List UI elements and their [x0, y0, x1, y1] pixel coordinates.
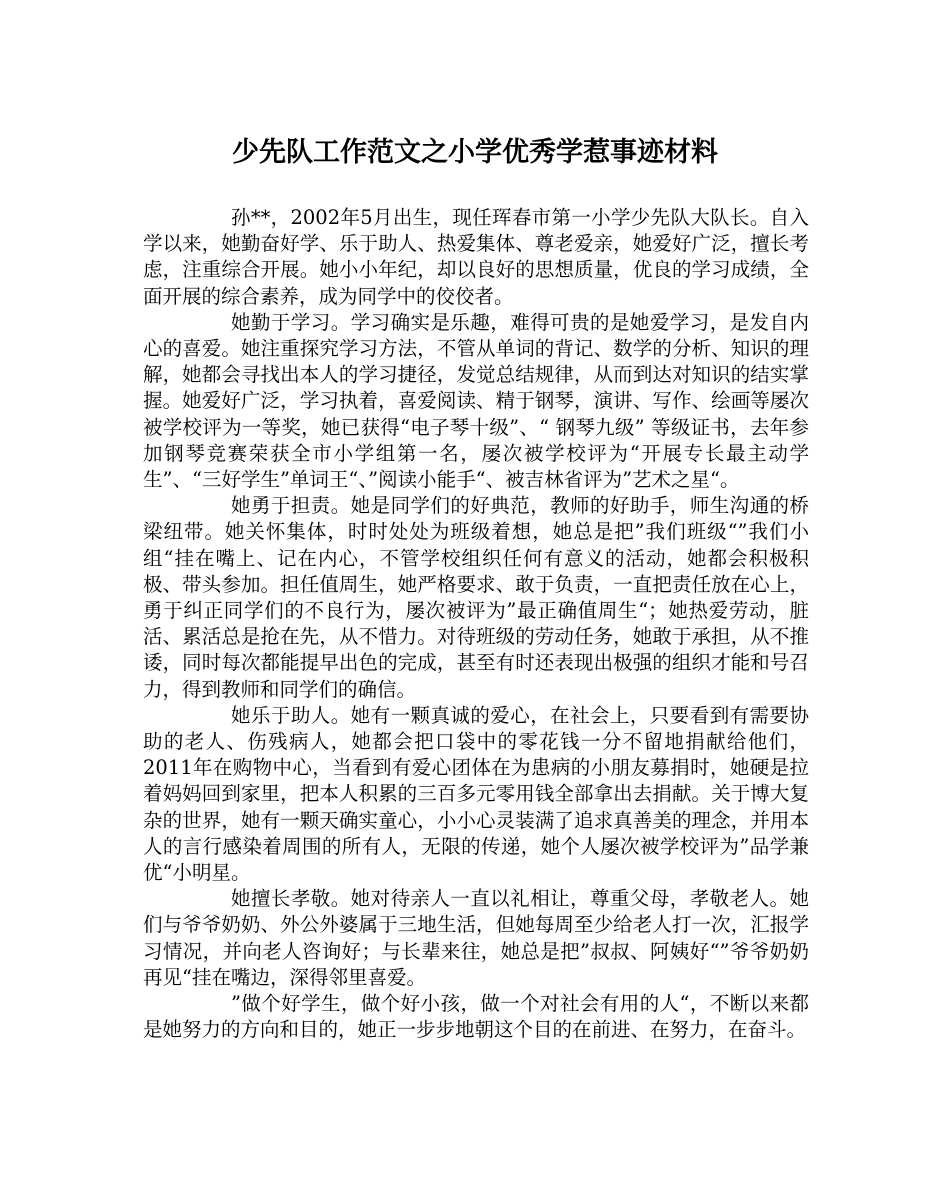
paragraph-intro: 孙**，2002年5月出生，现任珲春市第一小学少先队大队长。自入学以来，她勤奋好学、乐于助人、热爱集体、尊老爱亲，她爱好广泛，擅长考虑，注重综合开展。她小小年纪，却以良好的思想质量，优良的学习成绩，全面开展的综合素养，成为同学中的佼佼者。	[143, 206, 809, 308]
paragraph-filial: 她擅长孝敬。她对待亲人一直以礼相让，尊重父母，孝敬老人。她们与爷爷奶奶、外公外婆属于三地生活，但她每周至少给老人打一次，汇报学习情况，并向老人咨询好；与长辈来往，她总是把”叔叔、阿姨好“”爷爷奶奶再见“挂在嘴边，深得邻里喜爱。	[143, 887, 809, 989]
paragraph-conclusion: ”做个好学生，做个好小孩，做一个对社会有用的人“，不断以来都是她努力的方向和目的，她正一步步地朝这个目的在前进、在努力，在奋斗。	[143, 992, 809, 1042]
paragraph-helping: 她乐于助人。她有一颗真诚的爱心，在社会上，只要看到有需要协助的老人、伤残病人，她都会把口袋中的零花钱一分不留地捐献给他们，2011年在购物中心，当看到有爱心团体在为患病的小朋友募捐时，她硬是拉着妈妈回到家里，把本人积累的三百多元零用钱全部拿出去捐献。关于博大复杂的世界，她有一颗天确实童心，小小心灵装满了追求真善美的理念，并用本人的言行感染着周围的所有人，无限的传递，她个人屡次被学校评为”品学兼优“小明星。	[143, 703, 809, 885]
paragraph-responsibility: 她勇于担责。她是同学们的好典范，教师的好助手，师生沟通的桥梁纽带。她关怀集体，时时处处为班级着想，她总是把”我们班级“”我们小组“挂在嘴上、记在内心，不管学校组织任何有意义的活动，她都会积极积极、带头参加。担任值周生，她严格要求、敢于负责，一直把责任放在心上，勇于纠正同学们的不良行为，屡次被评为”最正确值周生“；她热爱劳动，脏活、累活总是抢在先，从不惜力。对待班级的劳动任务，她敢于承担，从不推诿，同时每次都能提早出色的完成，甚至有时还表现出极强的组织才能和号召力，得到教师和同学们的确信。	[143, 494, 809, 701]
paragraph-study: 她勤于学习。学习确实是乐趣，难得可贵的是她爱学习，是发自内心的喜爱。她注重探究学习方法，不管从单词的背记、数学的分析、知识的理解，她都会寻找出本人的学习捷径，发觉总结规律，从而到达对知识的结实掌握。她爱好广泛，学习执着，喜爱阅读、精于钢琴，演讲、写作、绘画等屡次被学校评为一等奖，她已获得“电子琴十级”、“ 钢琴九级” 等级证书，去年参加钢琴竞赛荣获全市小学组第一名，屡次被学校评为“开展专长最主动学生”、“三好学生”单词王“、”阅读小能手“、被吉林省评为”艺术之星“。	[143, 310, 809, 492]
document-title: 少先队工作范文之小学优秀学惹事迹材料	[232, 137, 718, 168]
document-body	[143, 205, 809, 1044]
